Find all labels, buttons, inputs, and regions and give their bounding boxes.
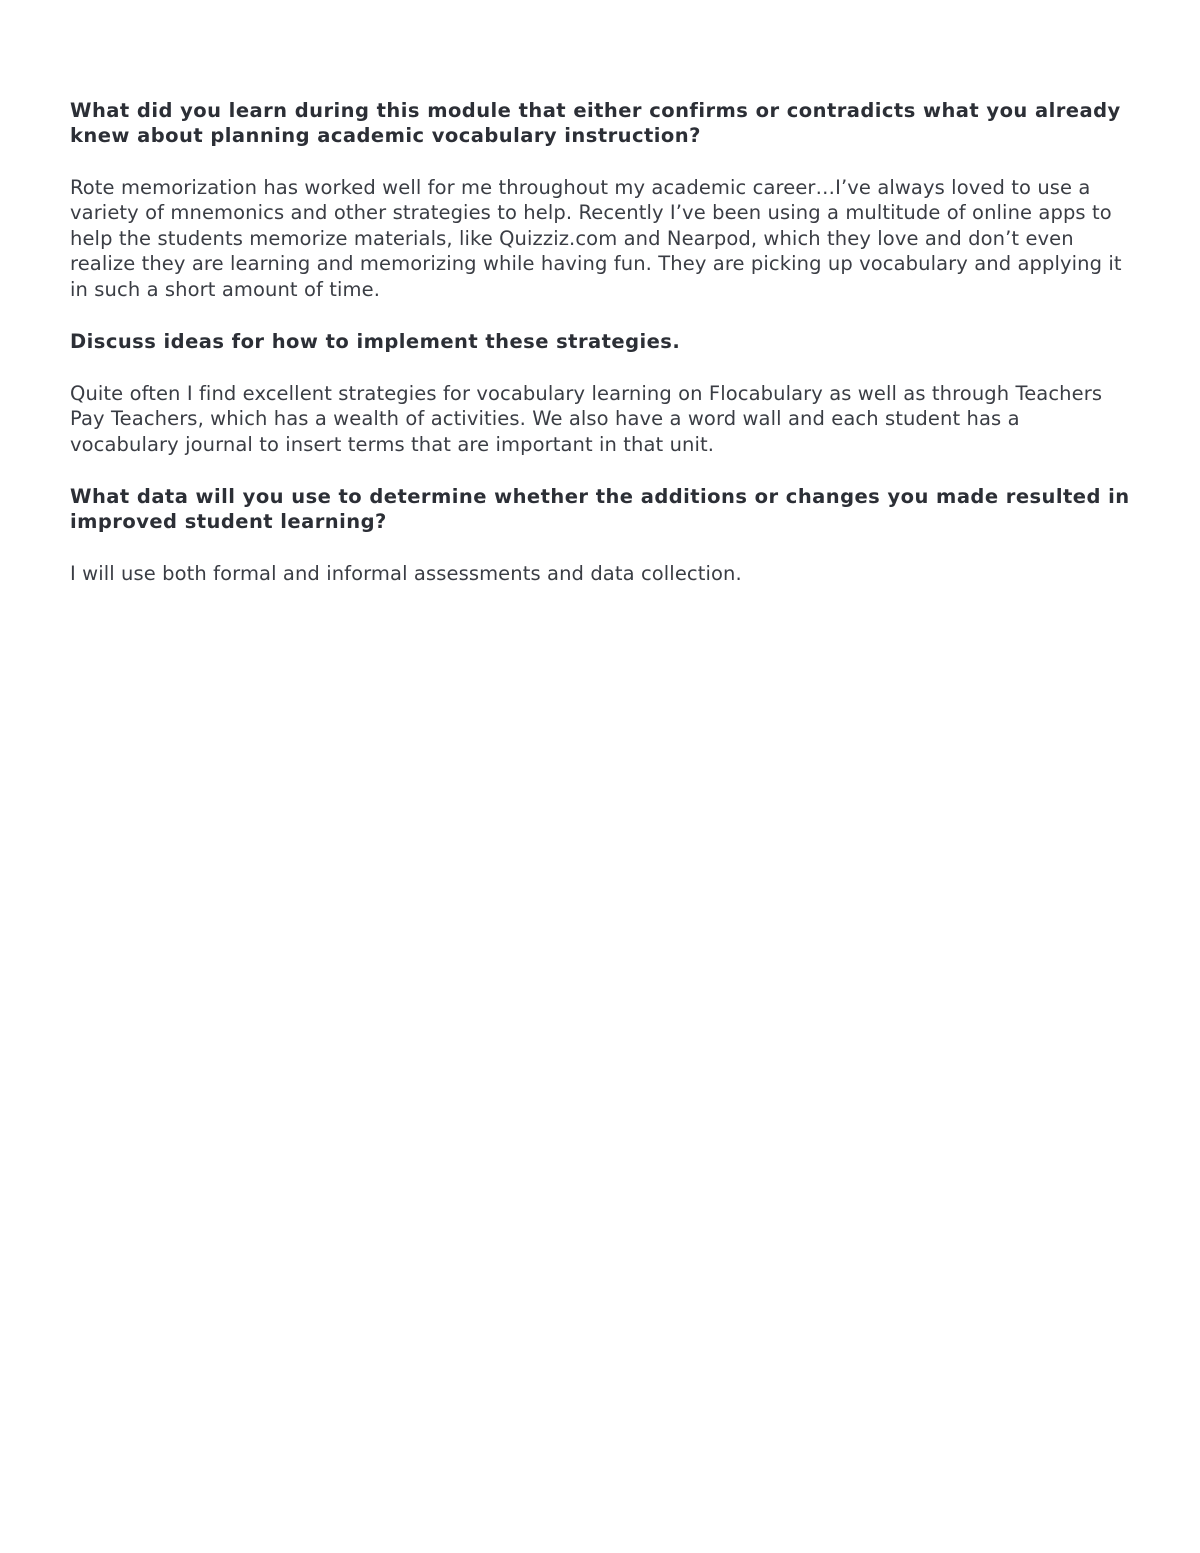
question-3-heading: What data will you use to determine whether the additions or changes you made resulted in improved student learning? [70,485,1130,534]
document-body [70,98,1130,587]
question-1-heading: What did you learn during this module that either confirms or contradicts what you already knew about planning academic vocabulary instruction? [70,99,1121,147]
answer-2-paragraph: Quite often I find excellent strategies for vocabulary learning on Flocabulary as well as through Teachers Pay Teachers, which has a wealth of activities. We also have a word wall and each student has a vocabulary journal to insert terms that are important in that unit. [70,382,1103,456]
question-2-heading: Discuss ideas for how to implement these strategies. [70,330,681,354]
answer-3-paragraph: I will use both formal and informal assessments and data collection. [70,562,742,586]
answer-1-paragraph: Rote memorization has worked well for me throughout my academic career…I’ve always loved to use a variety of mnemonics and other strategies to help. Recently I’ve been using a multitude of online apps to help the students memorize materials, like Quizziz.com and Nearpod, which they love and don’t even realize they are learning and memorizing while having fun. They are picking up vocabulary and applying it in such a short amount of time. [70,176,1122,301]
